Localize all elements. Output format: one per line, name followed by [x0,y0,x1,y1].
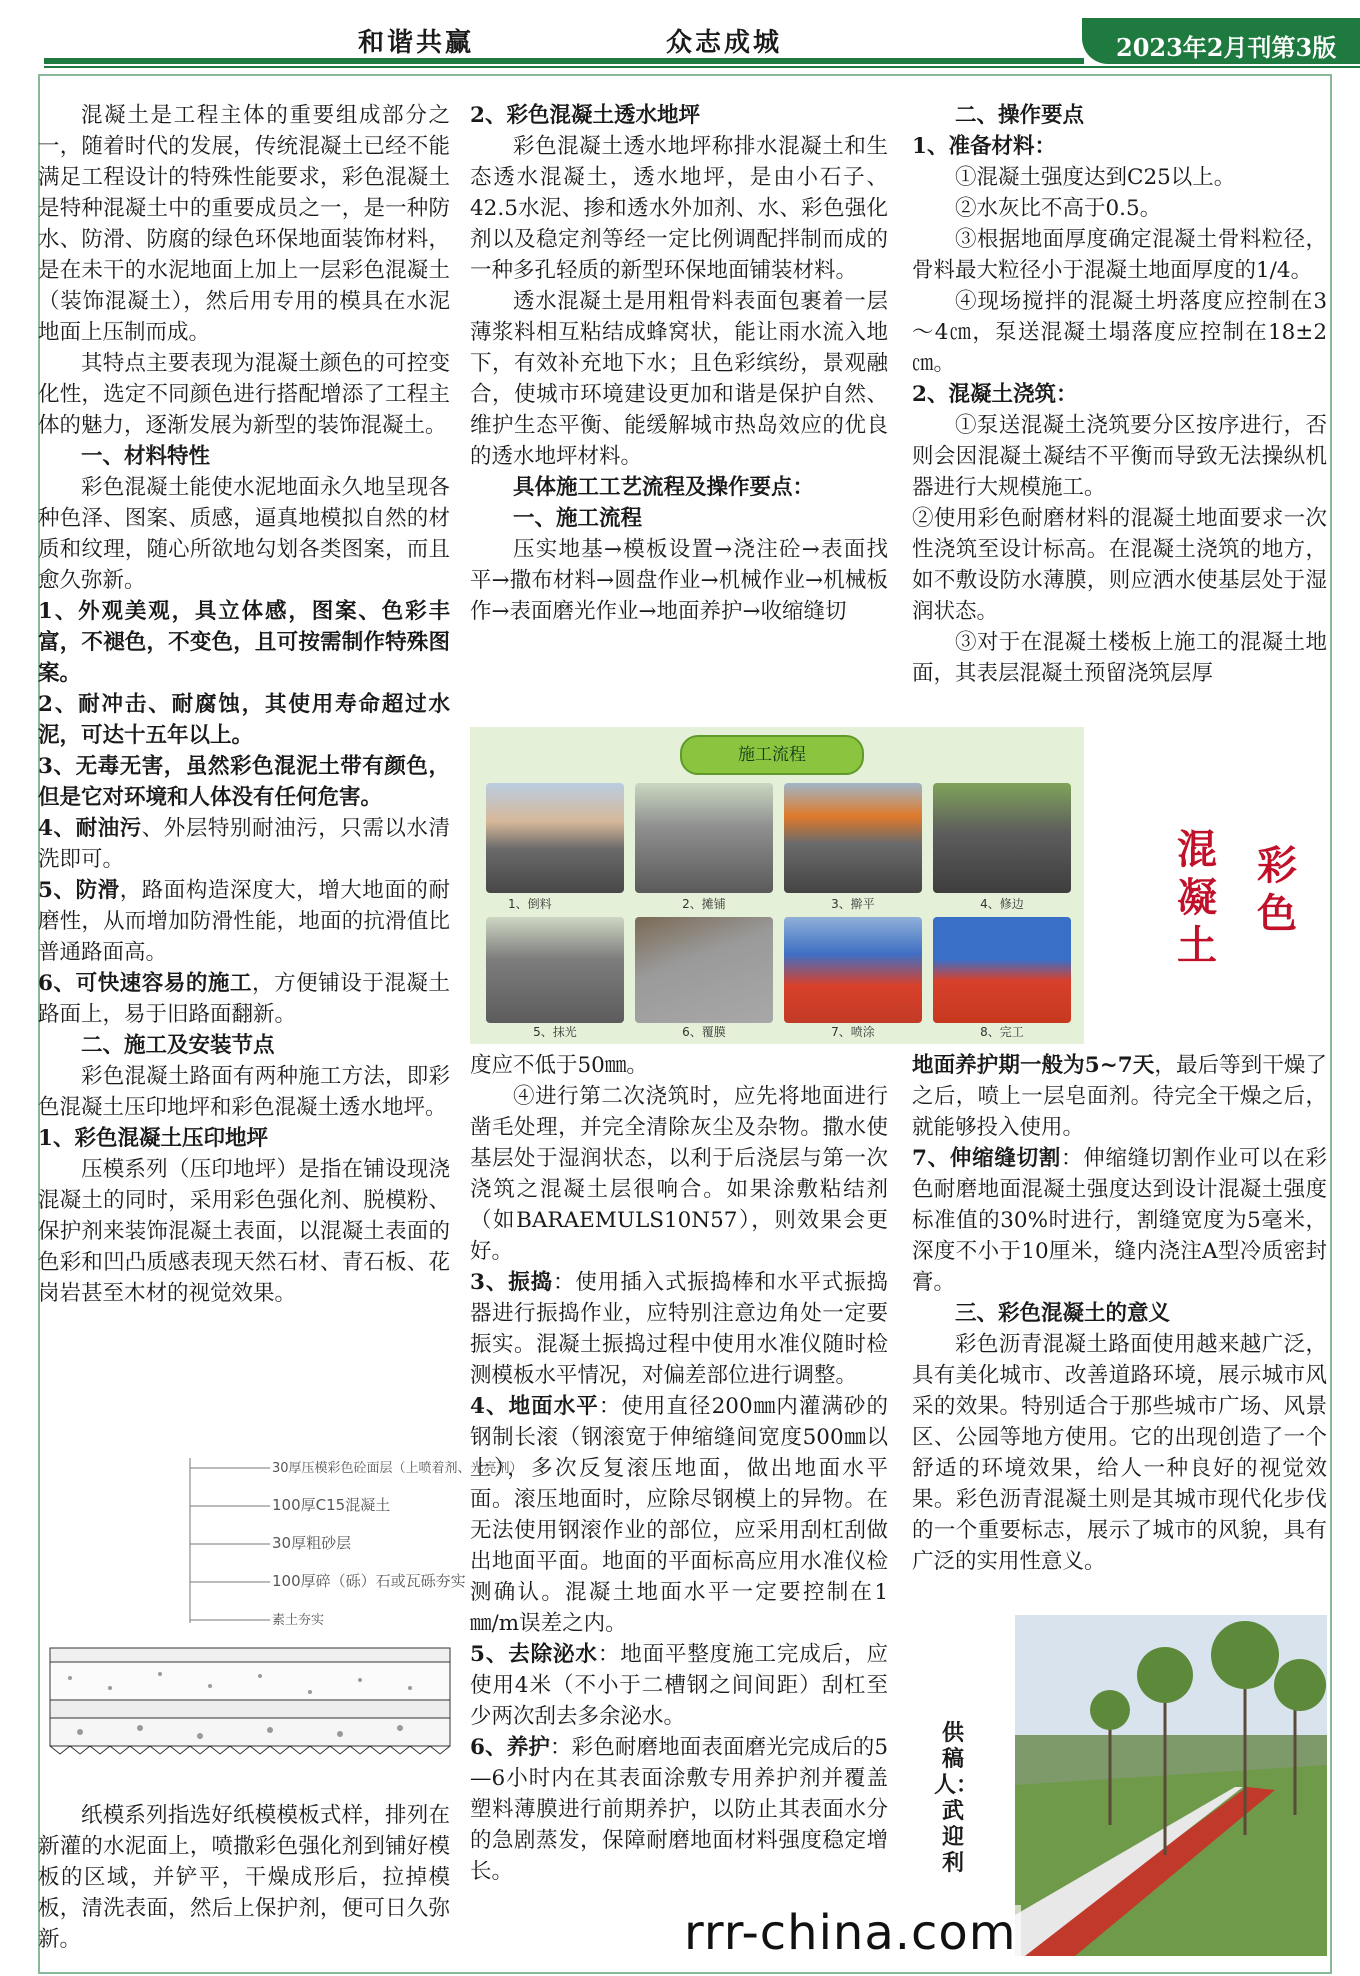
layer-label: 30厚压模彩色砼面层（上喷着剂、光亮剂） [272,1461,523,1476]
feature-title: 4、耐油污 [38,816,142,841]
section-heading: 二、施工及安装节点 [81,1033,275,1058]
step-title: 地面养护期一般为5~7天 [912,1053,1155,1078]
section-heading: 一、材料特性 [81,444,211,469]
step-title: 3、振捣 [470,1270,554,1295]
feature-item [38,875,450,968]
subsection-heading: 1、准备材料： [912,134,1056,159]
subsection-heading: 2、彩色混凝土透水地坪 [470,103,700,128]
step-photo [933,917,1071,1023]
paragraph [470,1267,888,1391]
step-caption: 6、覆膜 [682,1025,726,1039]
step-caption: 5、抹光 [533,1025,577,1039]
paragraph: ④进行第二次浇筑时，应先将地面进行凿毛处理，并完全清除灰尘及杂物。撒水使基层处于湿润状态，以利于后浇层与第一次浇筑之混凝土层很响合。如果涂敷粘结剂（如BARAEMULS10N57），则效果会更好。 [470,1084,888,1264]
feature-text: ，路面构造深度大，增大地面的耐磨性，从而增加防滑性能，地面的抗滑值比普通路面高。 [38,878,450,965]
list-item: ②使用彩色耐磨材料的混凝土地面要求一次性浇筑至设计标高。在混凝土浇筑的地方，如不敷设防水薄膜，则应洒水使基层处于湿润状态。 [912,506,1327,624]
feature-item: 1、外观美观，具立体感，图案、色彩丰富，不褪色，不变色，且可按需制作特殊图案。 [38,599,450,686]
layer-label: 30厚粗砂层 [272,1534,352,1552]
column-1-tail [38,1800,450,1955]
subsection-heading: 1、彩色混凝土压印地坪 [38,1126,268,1151]
paragraph [470,1732,888,1887]
list-item: ①泵送混凝土浇筑要分区按序进行，否则会因混凝土凝结不平衡而导致无法操纵机器进行大规模施工。 [912,413,1327,500]
step-text: ，最后等到干燥了之后，喷上一层皂面剂。待完全干燥之后，就能够投入使用。 [912,1053,1327,1140]
paragraph: 度应不低于50㎜。 [470,1053,648,1078]
step-text: ：伸缩缝切割作业可以在彩色耐磨地面混凝土强度达到设计混凝土强度标准值的30%时进行，割缝宽度为5毫米，深度不小于10厘米，缝内浇注A型冷质密封膏。 [912,1146,1327,1295]
step-caption: 4、修边 [980,897,1024,911]
red-track-photo [1015,1615,1327,1956]
step-text: ：使用直径200㎜内灌满砂的钢制长滚（钢滚宽于伸缩缝间宽度500㎜以上），多次反复滚压地面，做出地面水平面。滚压地面时，应除尽钢模上的异物。在无法使用钢滚作业的部位，应采用刮杠刮做出地面平面。地面的平面标高应用水准仪检测确认。混凝土地面水平一定要控制在1㎜/m误差之内。 [470,1394,888,1636]
paragraph: 彩色混凝土路面有两种施工方法，即彩色混凝土压印地坪和彩色混凝土透水地坪。 [38,1064,450,1120]
column-1 [38,100,450,1309]
paragraph: 透水混凝土是用粗骨料表面包裹着一层薄浆料相互粘结成蜂窝状，能让雨水流入地下，有效补充地下水；且色彩缤纷，景观融合，使城市环境建设更加和谐是保护自然、维护生态平衡、能缓解城市热岛效应的优良的透水地坪材料。 [470,289,888,469]
feature-text: 、外层特别耐油污，只需以水清洗即可。 [38,816,450,872]
step-caption: 3、擀平 [831,897,875,911]
section-heading: 二、操作要点 [955,103,1085,128]
step-text: ：地面平整度施工完成后，应使用4米（不小于二槽钢之间间距）刮杠至少两次刮去多余泌水。 [470,1642,888,1729]
section-heading: 具体施工工艺流程及操作要点： [513,475,815,500]
slogan-right: 众志成城 [666,28,783,58]
step-photo [784,783,922,893]
column-2 [470,100,888,627]
list-item: ③根据地面厚度确定混凝土骨料粒径，骨料最大粒径小于混凝土地面厚度的1/4。 [912,227,1327,283]
slogan-left: 和谐共赢 [358,28,475,58]
paragraph: 纸模系列指选好纸模模板式样，排列在新灌的水泥面上，喷撒彩色强化剂到铺好模板的区域，并铲平，干燥成形后，拉掉模板，清洗表面，然后上保护剂，便可日久弥新。 [38,1803,450,1952]
subsection-heading: 2、混凝土浇筑： [912,382,1078,407]
header-rule [44,58,1084,64]
step-text: ：彩色耐磨地面表面磨光完成后的5—6小时内在其表面涂敷专用养护剂并覆盖塑料薄膜进行前期养护，以防止其表面水分的急剧蒸发，保障耐磨地面材料强度稳定增长。 [470,1735,888,1884]
watermark: rrr-china.com [680,1905,1021,1961]
step-photo [784,917,922,1023]
list-item: ④现场搅拌的混凝土坍落度应控制在3～4㎝，泵送混凝土塌落度应控制在18±2㎝。 [912,289,1327,376]
list-item: ③对于在混凝土楼板上施工的混凝土地面，其表层混凝土预留浇筑层厚 [912,630,1327,686]
page-header [0,0,1360,64]
paragraph [470,1639,888,1732]
column-3-lower [912,1050,1327,1577]
step-caption: 2、摊铺 [682,897,726,911]
step-text: ：使用插入式振捣棒和水平式振捣器进行振捣作业，应特别注意边角处一定要振实。混凝土振捣过程中使用水准仪随时检测模板水平情况，对偏差部位进行调整。 [470,1270,888,1388]
issue-label: 2023年2月刊第3版 [1116,33,1337,62]
paragraph: 彩色混凝土能使水泥地面永久地呈现各种色泽、图案、质感，逼真地模拟自然的材质和纹理，随心所欲地勾划各类图案，而且愈久弥新。 [38,475,450,593]
step-photo [635,783,773,893]
step-photo [486,783,624,893]
feature-title: 5、防滑 [38,878,120,903]
step-caption: 7、喷涂 [831,1025,875,1039]
paragraph: 压模系列（压印地坪）是指在铺设现浇混凝土的同时，采用彩色强化剂、脱模粉、保护剂来装饰混凝土表面，以混凝土表面的色彩和凹凸质感表现天然石材、青石板、花岗岩甚至木材的视觉效果。 [38,1157,450,1306]
layer-label: 100厚碎（砾）石或瓦砾夯实 [272,1572,466,1590]
list-item: ②水灰比不高于0.5。 [955,196,1162,221]
column-3 [912,100,1327,689]
paragraph: 彩色混凝土透水地坪称排水混凝土和生态透水混凝土，透水地坪，是由小石子、42.5水泥、掺和透水外加剂、水、彩色强化剂以及稳定剂等经一定比例调配拌制而成的一种多孔轻质的新型环保地面铺装材料。 [470,134,888,283]
step-caption: 1、倒料 [508,897,552,911]
layer-stack [50,1648,450,1754]
step-title: 7、伸缩缝切割 [912,1146,1062,1171]
section-heading: 一、施工流程 [513,506,643,531]
vertical-title-left: 混凝土 [1177,826,1217,969]
layer-label: 100厚C15混凝土 [272,1496,391,1514]
header-rule-thin [44,66,1360,68]
feature-item [38,813,450,875]
step-title: 4、地面水平 [470,1394,599,1419]
issue-tab [1082,18,1360,64]
vertical-title-right: 彩色 [1257,842,1297,937]
construction-process-panel [470,727,1084,1044]
section-heading: 三、彩色混凝土的意义 [955,1301,1171,1326]
step-title: 5、去除泌水 [470,1642,598,1667]
feature-text: ，方便铺设于混凝土路面上，易于旧路面翻新。 [38,971,450,1027]
step-photo [933,783,1071,893]
process-banner: 施工流程 [680,735,864,775]
feature-item [38,968,450,1030]
paragraph: 彩色沥青混凝土路面使用越来越广泛，具有美化城市、改善道路环境，展示城市风采的效果。特别适合于那些城市广场、风景区、公园等地方使用。它的出现创造了一个舒适的环境效果，给人一种良好的视觉效果。彩色沥青混凝土则是其城市现代化步伐的一个重要标志，展示了城市的风貌，具有广泛的实用性意义。 [912,1332,1327,1574]
step-photo [486,917,624,1023]
layer-label: 素土夯实 [272,1613,325,1628]
paragraph: 混凝土是工程主体的重要组成部分之一，随着时代的发展，传统混凝土已经不能满足工程设计的特殊性能要求，彩色混凝土是特种混凝土中的重要成员之一，是一种防水、防滑、防腐的绿色环保地面装饰材料，是在未干的水泥地面上加上一层彩色混凝土（装饰混凝土），然后用专用的模具在水泥地面上压制而成。 [38,103,450,345]
paragraph [470,1391,888,1639]
column-2-lower [470,1050,888,1887]
feature-item: 2、耐冲击、耐腐蚀，其使用寿命超过水泥，可达十五年以上。 [38,692,450,748]
step-photo [635,917,773,1023]
feature-item: 3、无毒无害，虽然彩色混泥土带有颜色，但是它对环境和人体没有任何危害。 [38,754,450,810]
step-title: 6、养护 [470,1735,550,1760]
feature-title: 6、可快速容易的施工 [38,971,253,996]
author-credit: 供稿人：武迎利 [934,1720,979,1876]
paragraph: 其特点主要表现为混凝土颜色的可控变化性，选定不同颜色进行搭配增添了工程主体的魅力，逐渐发展为新型的装饰混凝土。 [38,351,450,438]
list-item: ①混凝土强度达到C25以上。 [955,165,1236,190]
paragraph [912,1050,1327,1143]
paragraph [912,1143,1327,1298]
process-text: 压实地基→模板设置→浇注砼→表面找平→撒布材料→圆盘作业→机械作业→机械板作→表面磨光作业→地面养护→收缩缝切 [470,537,888,624]
step-caption: 8、完工 [980,1025,1024,1039]
